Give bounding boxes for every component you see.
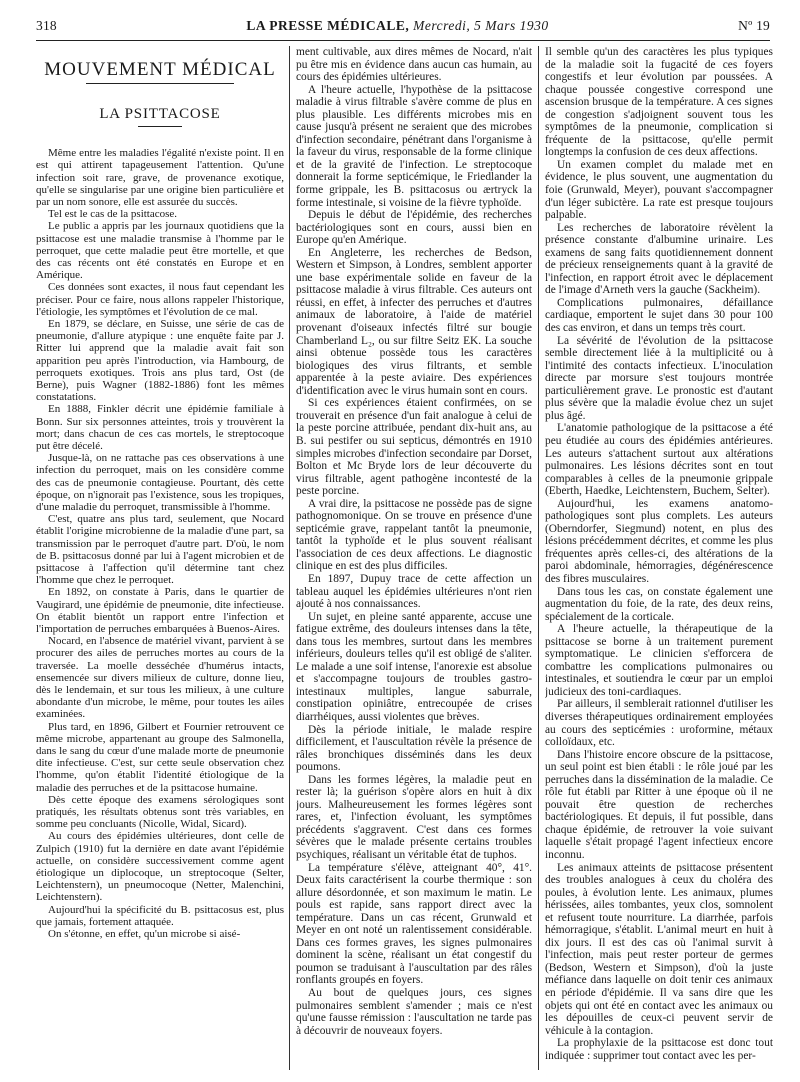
column-2 bbox=[296, 46, 532, 1070]
paragraph: Un sujet, en pleine santé apparente, accuse une fatigue extrême, des douleurs intenses dans la tête, dans tous les membres, surtout dans les membres inférieurs, douleurs telles qu'il est obligé de s'aliter. Le malade a une soif intense, l'anorexie est absolue et s'accompagne toujours de troubles gastro-intestinaux multiples, langue saburrale, constipation opiniâtre, entrecoupée de crises diarrhéiques, aussi violentes que brèves. bbox=[296, 610, 532, 723]
column-divider bbox=[538, 46, 539, 1070]
column-3 bbox=[545, 46, 773, 1070]
paragraph: La prophylaxie de la psittacose est donc tout indiquée : supprimer tout contact avec les per- bbox=[545, 1037, 773, 1062]
paragraph: ment cultivable, aux dires mêmes de Nocard, n'ait pu être mis en évidence dans aucun cas humain, au cours des épidémies ultérieures. bbox=[296, 46, 532, 84]
paragraph: A vrai dire, la psittacose ne possède pas de signe pathognomonique. On se trouve en présence d'une septicémie grave, rappelant tantôt la pneumonie, tantôt la typhoïde et le plus souvent réalisant l'association de ces deux affections. Le diagnostic clinique en est des plus difficiles. bbox=[296, 497, 532, 573]
paragraph: Le public a appris par les journaux quotidiens que la psittacose est une maladie transmise à l'homme par le perroquet, que cette maladie peut être mortelle, et que des cas récents ont été constatés en Europe et en Amérique. bbox=[36, 220, 284, 282]
title-rule bbox=[138, 126, 183, 127]
publication-name: LA PRESSE MÉDICALE, bbox=[246, 18, 410, 33]
paragraph: Les animaux atteints de psittacose présentent des troubles analogues à ceux du choléra des poules, à évolution lente. Les animaux, plumes hérissées, ailes tombantes, yeux clos, somnolent et refusent toute nourriture. La diarrhée, parfois hémorragique, s'établit. L'animal meurt en huit à dix jours. Il est des cas où l'animal survit à l'infection, mais peut rester porteur de germes (Bedson, Western et Simpson), d'où la juste méfiance dans laquelle on doit tenir ces animaux en période d'épidémie. Il va sans dire que les objets qui ont été en contact avec les animaux ou les dépouilles de ceux-ci peuvent servir de véhicule à la contagion. bbox=[545, 861, 773, 1037]
paragraph: Dans l'histoire encore obscure de la psittacose, un seul point est bien établi : le rôle joué par les perruches dans la dissémination de la maladie. Ce rôle fut établi par Ritter à une époque où il ne pouvait être question de recherches bactériologiques. Et depuis, il fut possible, dans chaque épidémie, de retrouver la voie suivant laquelle s'était propagé l'agent infectieux encore inconnu. bbox=[545, 748, 773, 861]
paragraph: Les recherches de laboratoire révèlent la présence constante d'albumine urinaire. Les examens de sang faits quotidiennement donnent de précieux renseignements quant à la gravité de l'infection, en rapport étroit avec le déplacement de l'image d'Arneth vers la gauche (Sackheim). bbox=[545, 221, 773, 297]
paragraph: Au cours des épidémies ultérieures, dont celle de Zulpich (1910) fut la dernière en date avant l'épidémie actuelle, on considère successivement comme agent étiologique un diplocoque, un streptocoque (Selter, Leichtenstern), un pneumocoque (Netter, Malenchini, Leichtenstern). bbox=[36, 830, 284, 904]
paragraph: Dès la période initiale, le malade respire difficilement, et l'auscultation révèle la présence de râles bronchiques disséminés dans les deux poumons. bbox=[296, 723, 532, 774]
paragraph: En Angleterre, les recherches de Bedson, Western et Simpson, à Londres, semblent apporter une base expérimentale solide en faveur de la psittacose maladie à virus filtrable. Ces auteurs ont réussi, en effet, à infecter des perruches et d'autres animaux de laboratoire, à l'aide de matériel provenant d'oiseaux infectés filtré sur bougie Chamberland L₂, ou sur filtre Seitz EK. La souche ainsi obtenue possède tous les caractères biologiques des virus filtrants, et semble apparentée à la peste aviaire. Des expériences d'identification avec le virus humain sont en cours. bbox=[296, 246, 532, 397]
issue-date: Mercredi, 5 Mars 1930 bbox=[413, 18, 549, 33]
page-number: 318 bbox=[36, 18, 57, 33]
paragraph: C'est, quatre ans plus tard, seulement, que Nocard établit l'origine microbienne de la maladie d'une part, sa transmission par le perroquet d'autre part. D'où, le nom de B. psittacosus donné par lui à l'agent microbien et de psittacose à l'affection qu'il détermine tant chez l'homme que chez le perroquet. bbox=[36, 513, 284, 587]
section-rule bbox=[86, 83, 235, 84]
paragraph: Depuis le début de l'épidémie, des recherches bactériologiques sont en cours, aussi bien en Europe qu'en Amérique. bbox=[296, 209, 532, 247]
paragraph: Plus tard, en 1896, Gilbert et Fournier retrouvent ce même microbe, appartenant au groupe des Salmonella, dans le sang du cœur d'une malade morte de pneumonie dite infectieuse. C'est, sur cette seule observation chez l'homme, qu'on établit l'identité étiologique de la maladie des perruches et de la psittacose humaine. bbox=[36, 720, 284, 794]
paragraph: Par ailleurs, il semblerait rationnel d'utiliser les diverses thérapeutiques ordinairement employées au cours des septicémies : uroformine, métaux colloïdaux, etc. bbox=[545, 698, 773, 749]
paragraph: En 1897, Dupuy trace de cette affection un tableau auquel les épidémies ultérieures n'ont rien ajouté à nos connaissances. bbox=[296, 572, 532, 611]
paragraph: Complications pulmonaires, défaillance cardiaque, emportent le sujet dans 30 pour 100 des cas environ, et dans un temps très court. bbox=[545, 296, 773, 335]
paragraph: En 1892, on constate à Paris, dans le quartier de Vaugirard, une épidémie de pneumonie, dite infectieuse. On établit bientôt un rapport entre l'infection et l'importation de perruches embarquées à Buenos-Aires. bbox=[36, 586, 284, 636]
paragraph: L'anatomie pathologique de la psittacose a été peu étudiée au cours des épidémies antérieures. Les auteurs s'attachent surtout aux altérations pulmonaires. Les lésions décrites sont en tout comparables à celles de la pneumonie grippale (Eberth, Haedke, Leichtenstern, Buchem, Selter). bbox=[545, 422, 773, 498]
header-rule bbox=[36, 40, 770, 41]
issue-number: Nº 19 bbox=[738, 18, 770, 33]
publication-masthead bbox=[246, 18, 548, 34]
paragraph: La sévérité de l'évolution de la psittacose semble directement liée à la multiplicité ou à l'intimité des contacts infectieux. L'inoculation directe par morsure s'est toujours montrée particulièrement grave. Le pronostic est d'autant plus sévère que la maladie évolue chez un sujet plus âgé. bbox=[545, 334, 773, 422]
paragraph: On s'étonne, en effet, qu'un microbe si aisé- bbox=[48, 928, 241, 941]
paragraph: La température s'élève, atteignant 40°, 41°. Deux faits caractérisent la courbe thermique : son allure désordonnée, et son maximum le matin. Le pouls est rapide, sans rapport direct avec la température. Dans un cas récent, Grunwald et Meyer en ont noté un ralentissement considérable. Dans ces formes graves, les signes pulmonaires dominent la scène, réalisant un état congestif du poumon se traduisant à l'auscultation par des râles ronflants groupés en foyers. bbox=[296, 861, 532, 987]
paragraph: Un examen complet du malade met en évidence, le plus souvent, une augmentation du foie (Grunwald, Meyer), pouvant s'accompagner d'un léger subictère. La rate est presque toujours palpable. bbox=[545, 158, 773, 222]
paragraph: Aujourd'hui la spécificité du B. psittacosus est, plus que jamais, fortement attaquée. bbox=[36, 903, 284, 928]
page-header bbox=[36, 18, 770, 40]
paragraph: Dès cette époque des examens sérologiques sont pratiqués, les résultats obtenus sont très variables, en somme peu concluants (Nicolle, Widal, Sicard). bbox=[36, 793, 284, 831]
paragraph: Jusque-là, on ne rattache pas ces observations à une infection du perroquet, mais on les considère comme des cas de pneumonie contagieuse. Pourtant, dès cette époque, on n'ignorait pas l'existence, sous les tropiques, d'une maladie du perroquet, transmissible à l'homme. bbox=[36, 452, 284, 513]
paragraph: Aujourd'hui, les examens anatomo-pathologiques sont plus complets. Les auteurs (Oberndorfer, Siegmund) notent, en plus des lésions précédemment décrites, et comme les plus fréquentes après celles-ci, des altérations de la paroi abdominale, hémorragies, dégénérescence des fibres musculaires. bbox=[545, 497, 773, 585]
paragraph: Si ces expériences étaient confirmées, on se trouverait en présence d'un fait analogue à celui de la peste porcine attribuée, pendant dix-huit ans, au B. sui pestifer ou sui septicus, démontrés en 1910 simples microbes d'infection secondaire par Dorset, Bolton et Mc Bryde lors de leur découverte du virus filtrable, agent pathogène incontesté de la peste porcine. bbox=[296, 397, 532, 498]
paragraph: Nocard, en l'absence de matériel vivant, parvient à se procurer des ailes de perruches mortes au cours de la traversée. La moelle desséchée d'humérus intacts, ensemencée sur divers milieux de culture, donne lieu, dès le lendemain, et sur tous les milieux, à une culture abondante d'un microbe, le même, pour toutes les ailes examinées. bbox=[36, 635, 284, 721]
column-divider bbox=[289, 46, 290, 1070]
article-title: LA PSITTACOSE bbox=[99, 105, 221, 122]
paragraph: Même entre les maladies l'égalité n'existe point. Il en est qui attirent tapageusement l'attention. Qu'une infection soit rare, grave, de provenance exotique, qu'elle se singularise par une origine bien particulière et par un nom sonore, elle est assurée du succès. bbox=[36, 147, 284, 208]
column-1 bbox=[36, 46, 284, 1070]
paragraph: Ces données sont exactes, il nous faut cependant les préciser. Pour ce faire, nous allons rappeler l'historique, l'étiologie, les symptômes et l'évolution de ce mal. bbox=[36, 281, 284, 318]
paragraph: Au bout de quelques jours, ces signes pulmonaires semblent s'amender ; mais ce n'est qu'une fausse rémission : l'auscultation ne tarde pas à découvrir de nouveaux foyers. bbox=[296, 987, 532, 1037]
paragraph: A l'heure actuelle, l'hypothèse de la psittacose maladie à virus filtrable s'avère comme de plus en plus plausible. Les différents microbes mis en cause jusqu'à présent ne seraient que des microbes d'infection secondaire, pénétrant dans l'organisme à la faveur du virus, responsable de la forme clinique et de la gravité de l'infection. Le streptocoque donnerait la forme septicémique, le Friedlander la forme grippale, les B. psittacosus ou ærtryck la forme intestinale, si voisine de la fièvre typhoïde. bbox=[296, 83, 532, 209]
paragraph: En 1888, Finkler décrit une épidémie familiale à Bonn. Sur six personnes atteintes, trois y trouvèrent la mort; dans chacun de ces cas mortels, le streptocoque put être décelé. bbox=[36, 403, 284, 452]
paragraph: En 1879, se déclare, en Suisse, une série de cas de pneumonie, d'allure atypique : une enquête faite par J. Ritter lui apprend que la maladie avait fait son apparition peu après l'introduction, via Hambourg, de perroquets exotiques. Trois ans plus tard, Ost (de Berne), puis Wagner (1882-1886) font les mêmes constatations. bbox=[36, 317, 284, 404]
section-title: MOUVEMENT MÉDICAL bbox=[44, 59, 276, 80]
column-1-body bbox=[36, 147, 284, 940]
paragraph: Il semble qu'un des caractères les plus typiques de la maladie soit la fugacité de ces foyers congestifs et leur évolution par poussées. A chaque poussée congestive correspond une ascension brusque de la température. A ces signes de congestion s'adjoignent souvent tous les symptômes de la pneumonie, complication si fréquente de la psittacose, qu'elle permit longtemps la confusion de ces deux affections. bbox=[545, 46, 773, 159]
paragraph: Dans tous les cas, on constate également une augmentation du foie, de la rate, des deux reins, spécialement de la corticale. bbox=[545, 585, 773, 623]
paragraph: A l'heure actuelle, la thérapeutique de la psittacose se borne à un traitement purement symptomatique. Le clinicien s'efforcera de combattre les complications pulmonaires ou intestinales, et soutiendra le cœur par un emploi judicieux des toni-cardiaques. bbox=[545, 623, 773, 698]
paragraph: Tel est le cas de la psittacose. bbox=[48, 208, 178, 221]
paragraph: Dans les formes légères, la maladie peut en rester là; la guérison s'opère alors en huit à dix jours. Malheureusement les formes légères sont rares, et, l'infection évoluant, les symptômes précédents s'aggravent. C'est dans ces formes sévères que le malade présente certains troubles psychiques, réalisant un véritable état de tuphos. bbox=[296, 773, 532, 861]
